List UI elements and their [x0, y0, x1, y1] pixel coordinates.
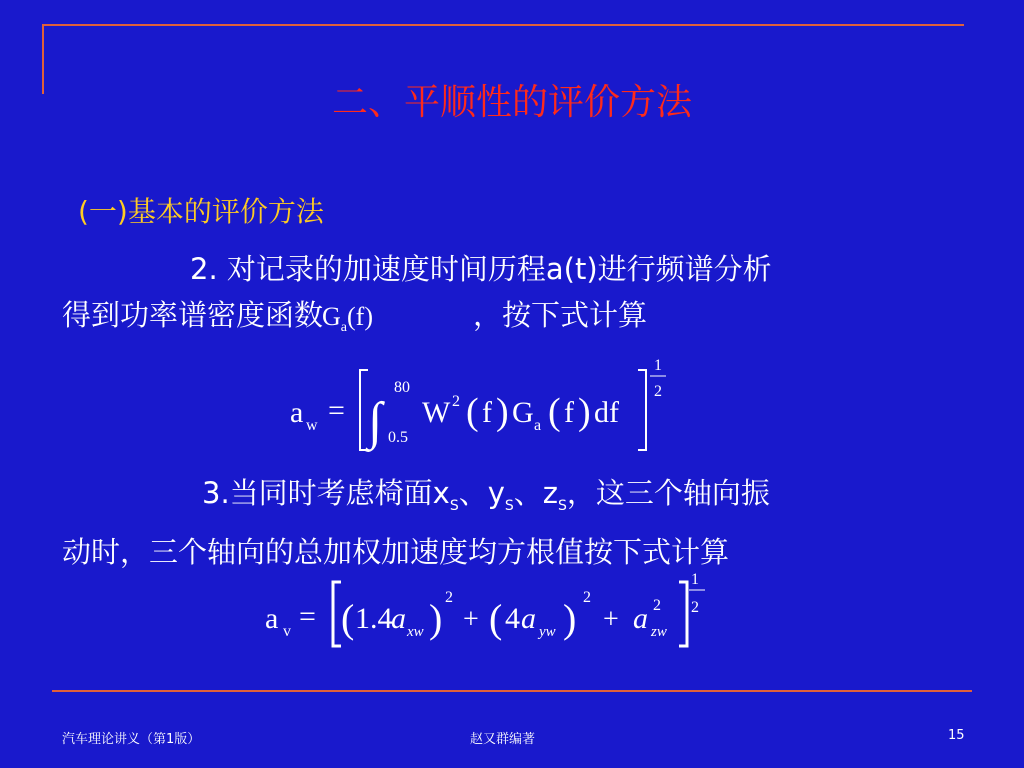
- f1-f1: f: [482, 396, 492, 429]
- f1-lower: 0.5: [388, 429, 408, 446]
- top-rule: [42, 24, 964, 26]
- para2-line1-tail: ，这三个轴向振: [566, 476, 770, 510]
- bottom-rule: [52, 690, 972, 692]
- f2-lparen2: (: [489, 596, 503, 641]
- formula-av: [265, 572, 725, 662]
- para1-line1: 2. 对记录的加速度时间历程a(t)进行频谱分析: [190, 252, 772, 286]
- f2-exp-num: 1: [691, 572, 699, 588]
- f2-a3-sub: zw: [651, 624, 667, 640]
- f2-plus1: +: [463, 604, 479, 635]
- f2-a1: a: [391, 602, 406, 635]
- footer-course: 汽车理论讲义（第1版）: [62, 732, 201, 747]
- f1-lparen2: (: [548, 391, 561, 433]
- para1-line2: 得到功率谱密度函数: [62, 298, 324, 332]
- f1-f2: f: [564, 396, 574, 429]
- f2-plus2: +: [603, 604, 619, 635]
- f1-lhs: a: [290, 396, 304, 429]
- f2-coef2: 4: [505, 602, 520, 635]
- footer-author: 赵又群编著: [470, 732, 536, 747]
- f2-rparen1: ): [429, 596, 443, 641]
- f1-W: W: [422, 396, 451, 429]
- f1-eq: =: [328, 394, 345, 427]
- page-number: 15: [948, 728, 965, 743]
- f1-G-sub: a: [534, 417, 542, 434]
- f2-a2: a: [521, 602, 536, 635]
- f2-coef1: 1.4: [355, 602, 393, 635]
- f2-sq3: 2: [653, 597, 661, 614]
- formula-aw: [290, 352, 670, 452]
- f1-integral: ∫: [368, 393, 383, 450]
- f1-lhs-sub: w: [306, 417, 318, 434]
- f2-a1-sub: xw: [407, 624, 424, 640]
- f2-sq2: 2: [583, 589, 591, 606]
- f2-lparen1: (: [341, 596, 355, 641]
- f1-lparen1: (: [466, 391, 479, 433]
- para2-line1: 3.当同时考虑椅面x: [202, 476, 450, 510]
- f1-exp-num: 1: [654, 357, 662, 374]
- psd-symbol: $G_a(f)$: [322, 302, 373, 336]
- f1-rparen1: ): [496, 391, 509, 433]
- f2-a3: a: [633, 602, 648, 635]
- f1-exp-den: 2: [654, 383, 662, 400]
- f1-df: df: [594, 396, 619, 429]
- section-heading: (一)基本的评价方法: [78, 195, 324, 228]
- paragraph-2: [62, 246, 772, 338]
- f1-upper: 80: [394, 379, 410, 396]
- f1-rparen2: ): [578, 391, 591, 433]
- para1-line2-tail: ，按下式计算: [473, 298, 648, 332]
- paragraph-3: 3.当同时考虑椅面$x_S$、$y_S$、$z_S$，这三个轴向振 动时，三个轴向的总加权加速度均方根值按下式计算: [62, 476, 770, 569]
- f2-a2-sub: yw: [539, 624, 556, 640]
- f2-eq: =: [299, 600, 316, 633]
- f2-lhs-sub: v: [283, 623, 291, 640]
- f2-sq1: 2: [445, 589, 453, 606]
- f2-lhs: a: [265, 602, 279, 635]
- f2-rparen2: ): [563, 596, 577, 641]
- slide-title: 二、平顺性的评价方法: [331, 82, 692, 123]
- f1-G: G: [512, 396, 534, 429]
- f2-exp-den: 2: [691, 599, 699, 616]
- f1-W-exp: 2: [452, 393, 460, 410]
- para2-line2: 动时，三个轴向的总加权加速度均方根值按下式计算: [62, 534, 730, 569]
